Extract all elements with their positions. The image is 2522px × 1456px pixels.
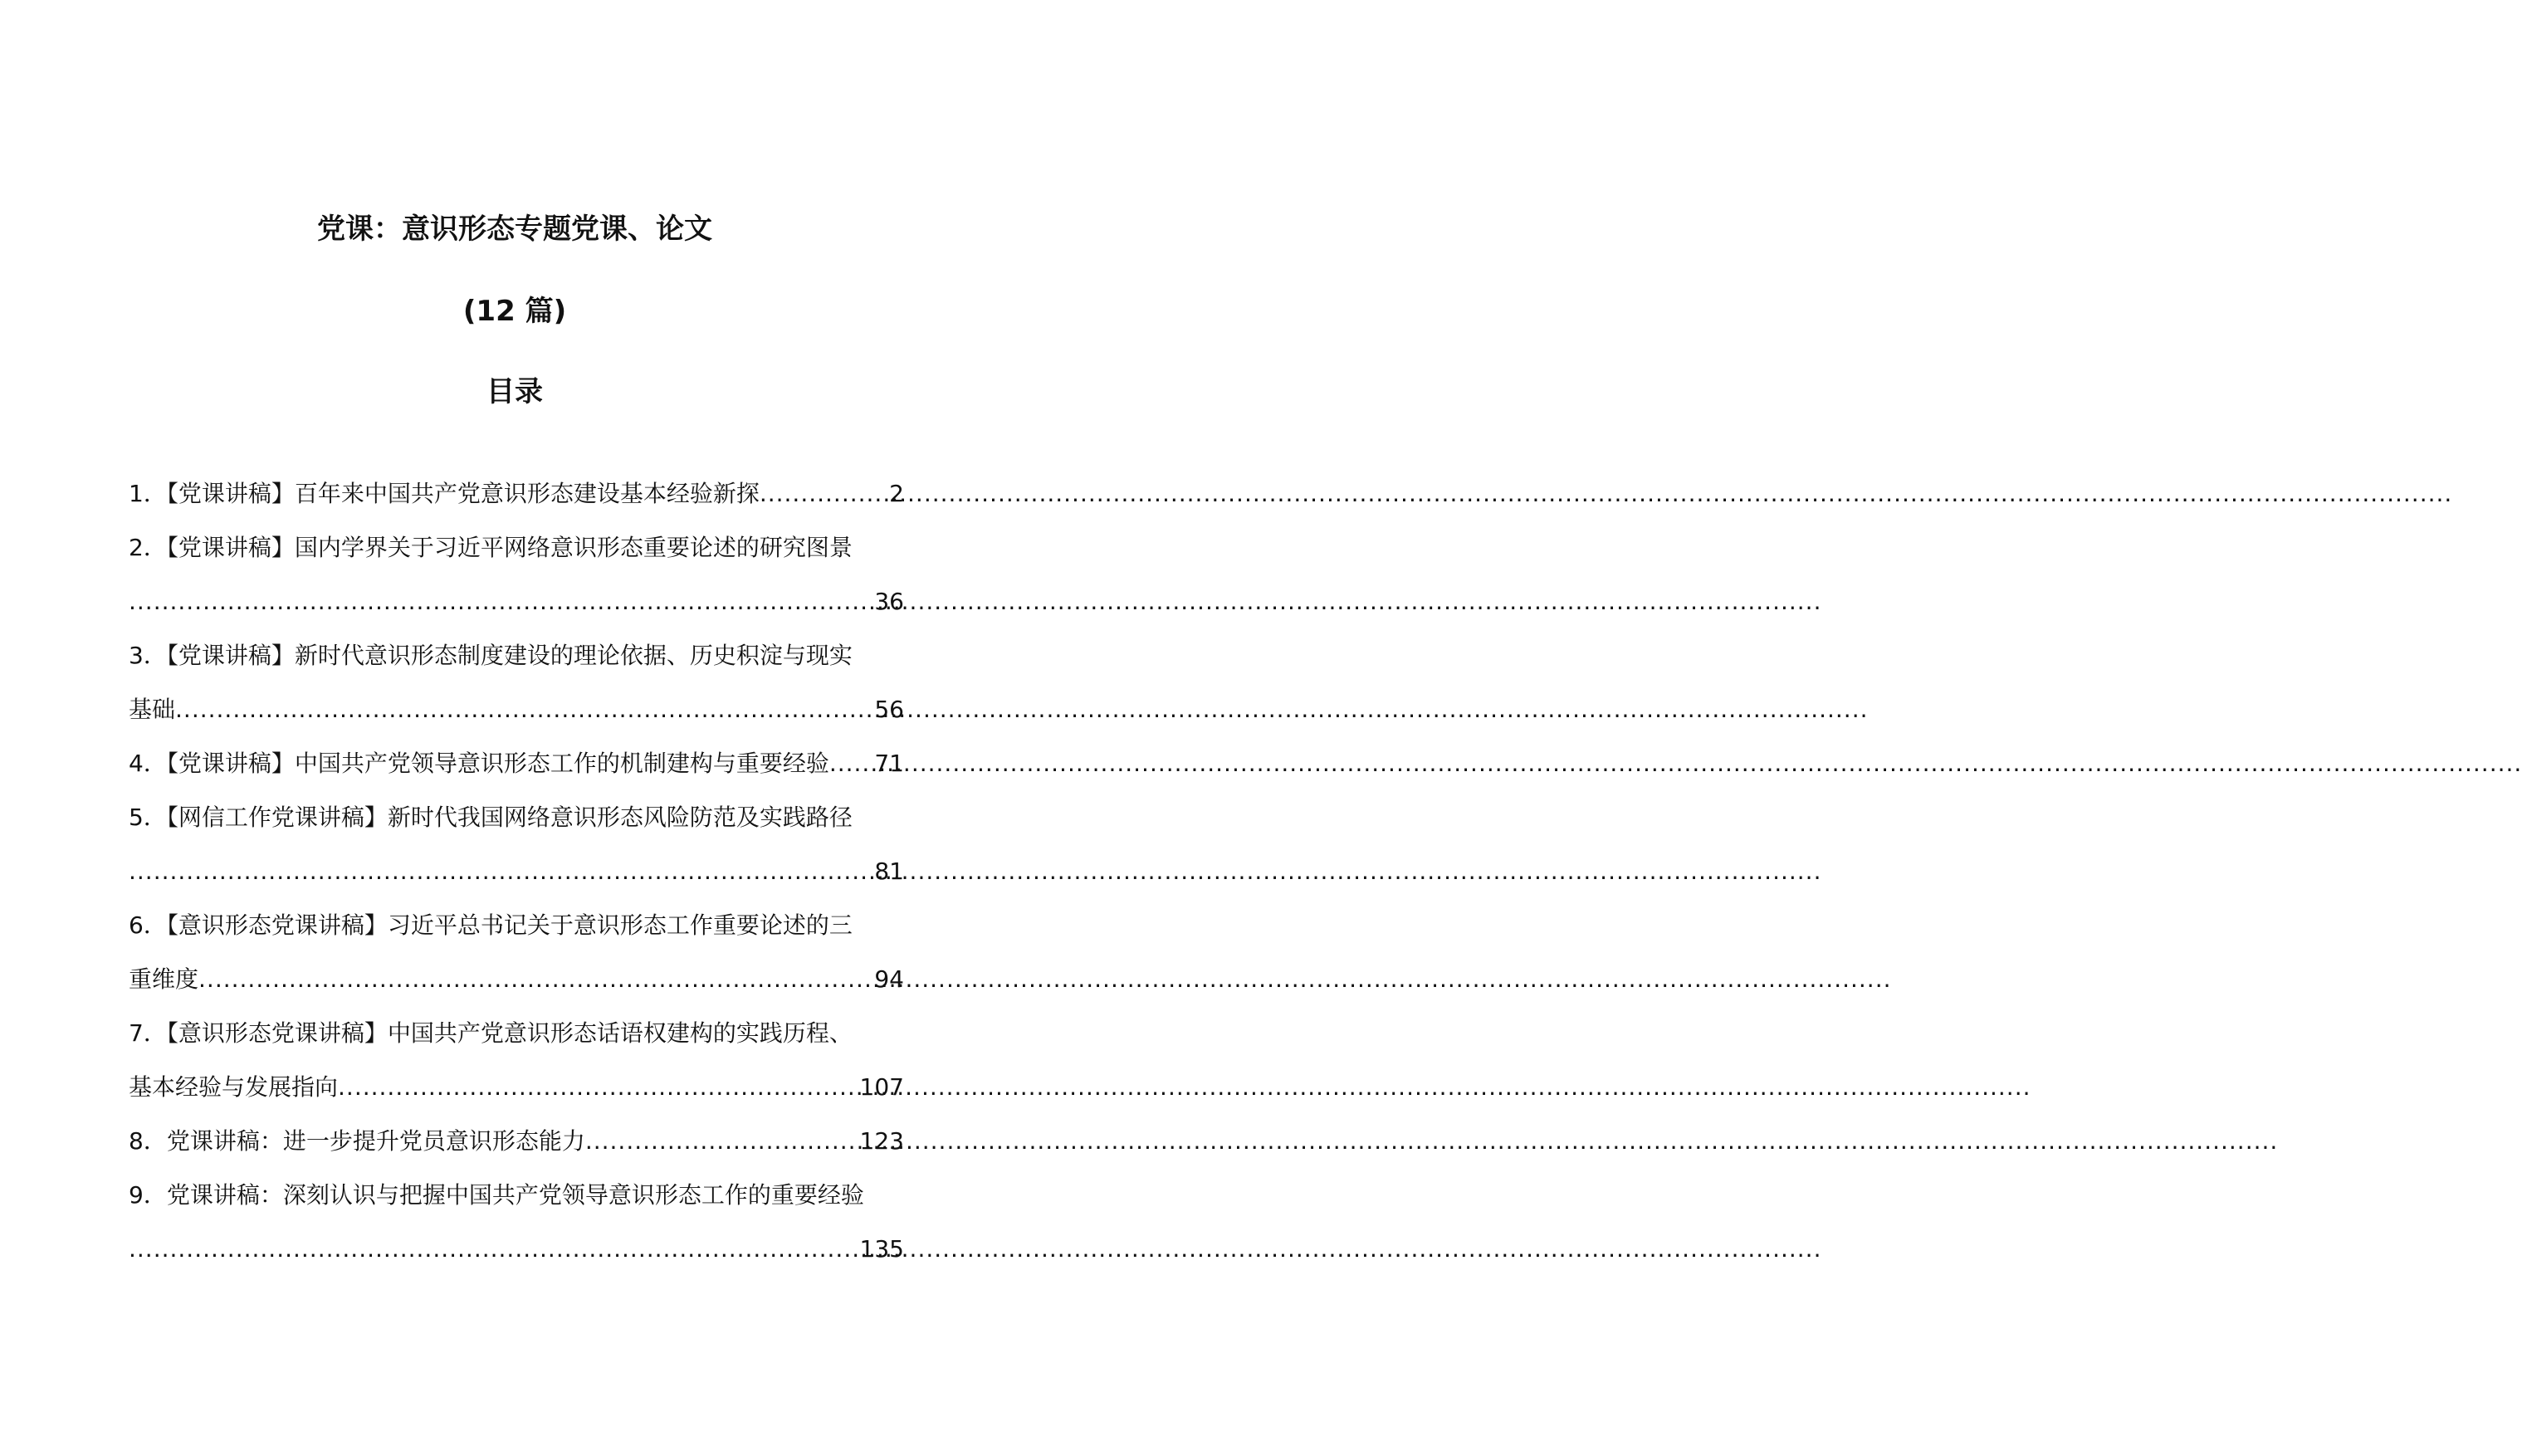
toc-line xyxy=(129,1156,904,1210)
toc-page-number: 107 xyxy=(859,1073,904,1101)
toc-entry-title: 3．【党课讲稿】新时代意识形态制度建设的理论依据、历史积淀与现实 xyxy=(129,642,853,669)
toc-line xyxy=(129,617,904,671)
toc-line xyxy=(129,725,904,779)
toc-entry-title: 基础 xyxy=(129,696,176,723)
toc-entry[interactable] xyxy=(129,617,904,725)
toc-page-number: 94 xyxy=(874,965,904,993)
toc-entry-title: 1．【党课讲稿】百年来中国共产党意识形态建设基本经验新探 xyxy=(129,480,760,507)
toc-leader-dots xyxy=(585,1126,858,1156)
toc-page-number: 81 xyxy=(874,857,904,885)
toc-entry-title: 2．【党课讲稿】国内学界关于习近平网络意识形态重要论述的研究图景 xyxy=(129,534,853,561)
toc-entry-title: 8．党课讲稿：进一步提升党员意识形态能力 xyxy=(129,1127,585,1155)
toc-line xyxy=(129,833,904,887)
toc-entry[interactable] xyxy=(129,994,904,1102)
toc-leader-dots xyxy=(338,1072,858,1102)
toc-entry[interactable] xyxy=(129,1102,904,1156)
toc-line xyxy=(129,994,904,1048)
table-of-contents xyxy=(129,455,904,1264)
toc-entry-title: 7．【意识形态党课讲稿】中国共产党意识形态话语权建构的实践历程、 xyxy=(129,1019,853,1047)
toc-entry-title: 5．【网信工作党课讲稿】新时代我国网络意识形态风险防范及实践路径 xyxy=(129,804,853,831)
toc-line xyxy=(129,563,904,617)
toc-line xyxy=(129,455,904,509)
toc-entry[interactable] xyxy=(129,887,904,994)
toc-leader-dots xyxy=(129,587,872,617)
toc-entry[interactable] xyxy=(129,1156,904,1264)
document-subtitle: (12 篇) xyxy=(462,295,567,328)
toc-line xyxy=(129,1210,904,1264)
toc-entry-title: 重维度 xyxy=(129,965,199,993)
toc-page-number: 135 xyxy=(859,1235,904,1263)
toc-line xyxy=(129,1048,904,1102)
toc-leader-dots xyxy=(175,695,872,725)
toc-line xyxy=(129,671,904,725)
toc-page-number: 123 xyxy=(859,1127,904,1155)
toc-leader-dots xyxy=(198,965,872,994)
toc-page-number: 2 xyxy=(889,480,904,507)
toc-page-number: 56 xyxy=(874,696,904,723)
toc-line xyxy=(129,1102,904,1156)
toc-page-number: 71 xyxy=(874,750,904,777)
toc-entry[interactable] xyxy=(129,455,904,509)
toc-leader-dots xyxy=(829,749,873,779)
document-title: 党课：意识形态专题党课、论文 xyxy=(317,213,712,246)
toc-heading: 目录 xyxy=(486,375,543,408)
toc-entry-title: 4．【党课讲稿】中国共产党领导意识形态工作的机制建构与重要经验 xyxy=(129,750,829,777)
toc-line xyxy=(129,887,904,941)
toc-entry[interactable] xyxy=(129,509,904,617)
toc-entry-title: 基本经验与发展指向 xyxy=(129,1073,339,1101)
toc-leader-dots xyxy=(760,479,887,509)
toc-entry-title: 9．党课讲稿：深刻认识与把握中国共产党领导意识形态工作的重要经验 xyxy=(129,1181,864,1209)
toc-entry[interactable] xyxy=(129,725,904,779)
toc-entry-title: 6．【意识形态党课讲稿】习近平总书记关于意识形态工作重要论述的三 xyxy=(129,911,853,939)
toc-leader-dots xyxy=(129,857,872,887)
toc-line xyxy=(129,509,904,563)
toc-page-number: 36 xyxy=(874,588,904,615)
toc-line xyxy=(129,941,904,994)
toc-entry[interactable] xyxy=(129,779,904,887)
toc-line xyxy=(129,779,904,833)
toc-leader-dots xyxy=(129,1234,858,1264)
